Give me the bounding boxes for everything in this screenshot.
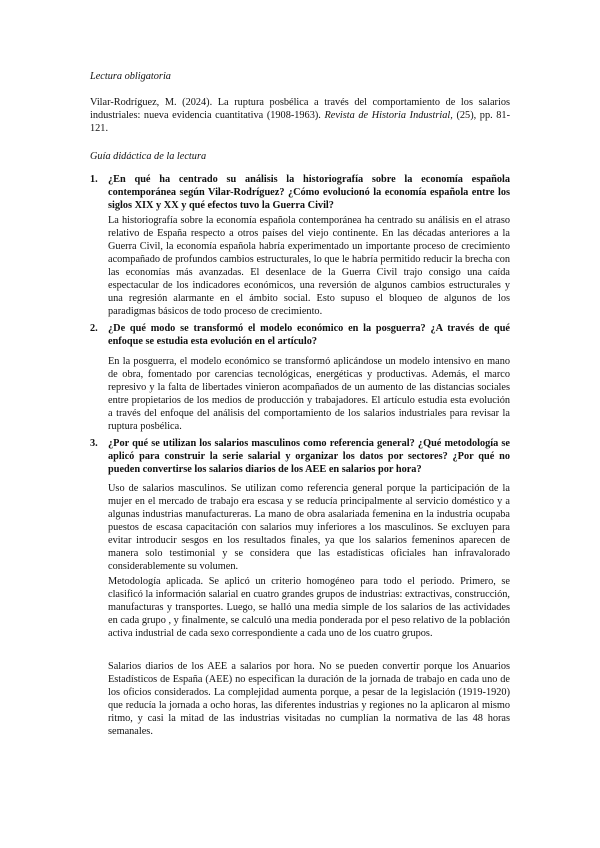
answer-1-paragraph: La historiografía sobre la economía española contemporánea ha centrado su análisis en el atraso relativo de España respecto a otros países del viejo continente. En las décadas anteriores a la Guerra Civil, la economía española habría experimentado un importante proceso de crecimiento acompañado de profundos cambios estructurales, lo que le habría permitido reducir la brecha con las economías más avanzadas. El desenlace de la Guerra Civil trajo consigo una caída espectacular de los indicadores económicos, una reversión de algunos cambios estructurales y una regresión alarmante en el ámbito social. Esto supuso el bloqueo de algunos de los paradigmas básicos de todo proceso de crecimiento. <box>108 215 510 317</box>
citation-journal: Revista de Historia Industrial, <box>324 110 453 121</box>
answer-3-paragraph-2: Metodología aplicada. Se aplicó un criterio homogéneo para todo el periodo. Primero, se clasificó la información salarial en cuatro grandes grupos de industrias: extractivas, construcción, manufacturas y transportes. Luego, se halló una media simple de los salarios de las actividades en cada grupo , y finalmente, se calculó una media ponderada por el peso relativo de la población activa industrial de cada sexo correspondiente a cada uno de los cuatro grupos. <box>108 576 510 639</box>
guide-label: Guía didáctica de la lectura <box>90 151 207 162</box>
question-text: ¿En qué ha centrado su análisis la historiografía sobre la economía española contemporánea según Vilar-Rodríguez? ¿Cómo evolucionó la economía española entre los siglos XIX y XX y qué efectos tuvo la Guerra Civil? <box>108 174 510 211</box>
question-number: 1. <box>90 174 98 185</box>
question-text: ¿Por qué se utilizan los salarios masculinos como referencia general? ¿Qué metodología se aplicó para construir la serie salarial y organizar los datos por sectores? ¿Por qué no pueden convertirse los salarios diarios de los AEE en salarios por hora? <box>108 438 510 475</box>
question-1 <box>90 173 510 212</box>
reading-label: Lectura obligatoria <box>90 71 171 82</box>
citation-main: Vilar-Rodríguez, M. (2024). La ruptura posbélica a través del comportamiento de los salarios industriales: nueva evidencia cuantitativa (1908-1963). <box>90 97 510 121</box>
citation-tail: (25), pp. 81-121. <box>90 110 511 134</box>
question-3 <box>90 437 510 476</box>
answer-2-paragraph: En la posguerra, el modelo económico se transformó aplicándose un modelo intensivo en mano de obra, fomentado por carencias tecnológicas, energéticas y productivas. Además, el marco represivo y la falta de libertades vinieron acompañados de un aumento de las distancias sociales entre propietarios de los medios de producción y trabajadores. El artículo estudia esta evolución a través del enfoque del análisis del comportamiento de los salarios industriales para revisar la ruptura posbélica. <box>108 356 510 432</box>
question-text: ¿De qué modo se transformó el modelo económico en la posguerra? ¿A través de qué enfoque se estudia esta evolución en el artículo? <box>108 323 510 347</box>
question-2 <box>90 322 510 348</box>
citation <box>90 96 510 135</box>
answer-3-paragraph-1: Uso de salarios masculinos. Se utilizan como referencia general porque la participación de la mujer en el mercado de trabajo era escasa y se reducía principalmente al servicio doméstico y a algunas industrias manufactureras. La mano de obra asalariada femenina en la industria ocupaba puestos de escasa capacitación con salarios muy inferiores a los masculinos. Se excluyen para evitar introducir sesgos en los resultados finales, ya que los salarios femeninos aparecen de manera solo testimonial y se considera que las estadísticas oficiales han infravalorado considerablemente su volumen. <box>108 483 510 572</box>
question-number: 3. <box>90 438 98 449</box>
answer-3-paragraph-3: Salarios diarios de los AEE a salarios por hora. No se pueden convertir porque los Anuarios Estadísticos de España (AEE) no especifican la duración de la jornada de trabajo en cada uno de los oficios considerados. La complejidad aumenta porque, a pesar de la legislación (1919-1920) que reducía la jornada a ocho horas, las diferentes industrias y regiones no la aplicaron al mismo ritmo, y casi la mitad de las industrias visitadas no cumplían la normativa de las 48 horas semanales. <box>108 661 510 737</box>
question-number: 2. <box>90 323 98 334</box>
